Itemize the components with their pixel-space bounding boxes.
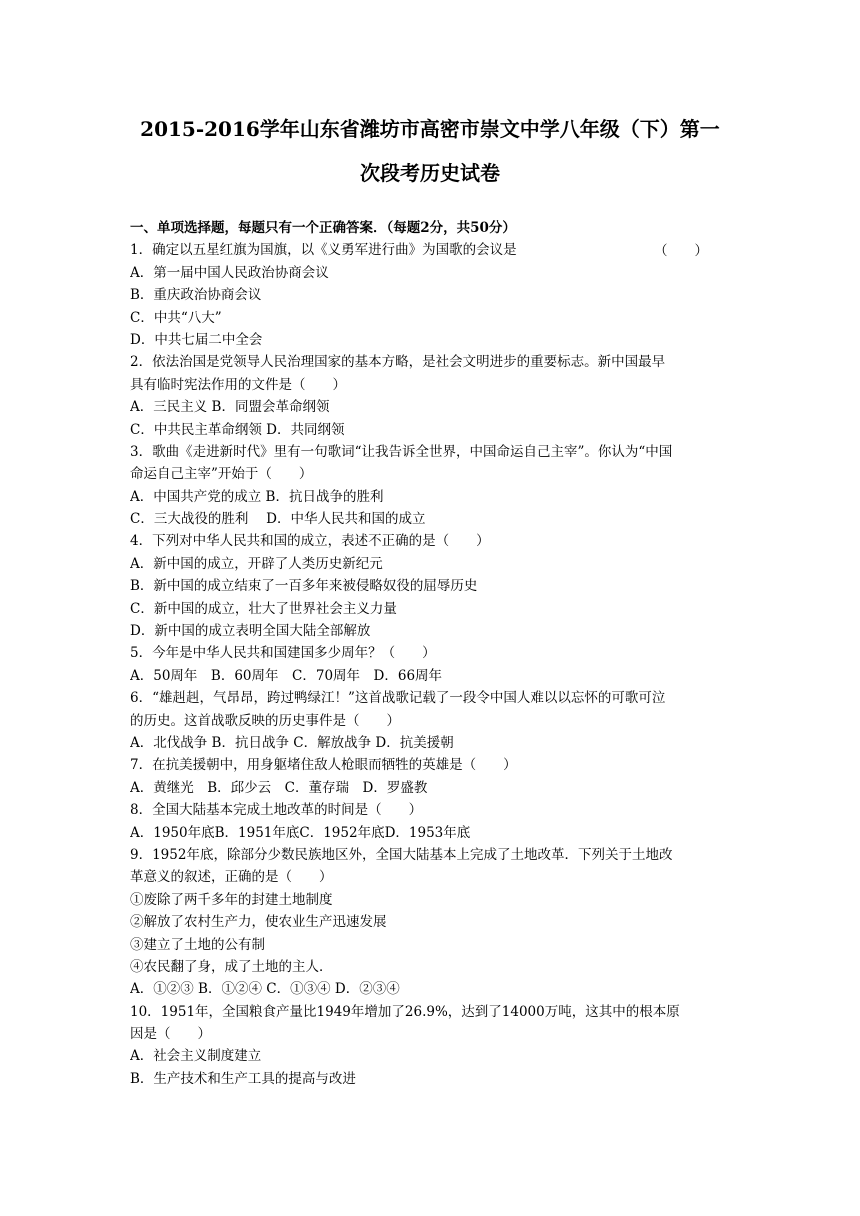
answer-option: A．50周年 B．60周年 C．70周年 D．66周年 [130, 667, 443, 684]
answer-option: C．新中国的成立，壮大了世界社会主义力量 [130, 600, 397, 617]
section-heading: 一、单项选择题，每题只有一个正确答案．（每题2分，共50分） [130, 220, 516, 236]
answer-option: A．第一届中国人民政治协商会议 [130, 264, 329, 281]
question-line: 5．今年是中华人民共和国建国多少周年？（ ） [130, 645, 436, 662]
answer-option: D．中共七届二中全会 [130, 331, 263, 348]
question-line: 6．“雄赳赳，气昂昂，跨过鸭绿江！”这首战歌记载了一段令中国人难以以忘怀的可歌可泣 [130, 690, 666, 707]
question-line: 9．1952年底，除部分少数民族地区外，全国大陆基本上完成了土地改革．下列关于土地改 [130, 846, 673, 863]
answer-option: D．新中国的成立表明全国大陆全部解放 [130, 623, 371, 640]
question-line: 4．下列对中华人民共和国的成立，表述不正确的是（ ） [130, 533, 490, 550]
answer-option: C．中共民主革命纲领 D．共同纲领 [130, 421, 345, 438]
question-line: 1．确定以五星红旗为国旗，以《义勇军进行曲》为国歌的会议是 [130, 242, 517, 259]
answer-option: B．新中国的成立结束了一百多年来被侵略奴役的屈辱历史 [130, 578, 478, 595]
exam-content [130, 217, 740, 1090]
statement-item: ④农民翻了身，成了土地的主人． [130, 958, 333, 975]
statement-item: ①废除了两千多年的封建土地制度 [130, 891, 333, 908]
answer-option: A．1950年底B．1951年底C．1952年底D．1953年底 [130, 824, 471, 841]
exam-title-line-2: 次段考历史试卷 [360, 161, 500, 185]
answer-option: A．①②③ B．①②④ C．①③④ D．②③④ [130, 981, 400, 998]
statement-item: ②解放了农村生产力，使农业生产迅速发展 [130, 914, 387, 931]
question-line: 10．1951年，全国粮食产量比1949年增加了26.9%，达到了14000万吨，这其中的根本原 [130, 1003, 680, 1020]
question-line: 命运自己主宰”开始于（ ） [130, 466, 313, 483]
question-line: 2．依法治国是党领导人民治理国家的基本方略，是社会文明进步的重要标志。新中国最早 [130, 354, 666, 371]
question-line: 8．全国大陆基本完成土地改革的时间是（ ） [130, 802, 423, 819]
question-line: 7．在抗美援朝中，用身躯堵住敌人枪眼而牺牲的英雄是（ ） [130, 757, 517, 774]
exam-title-line-1: 2015-2016学年山东省潍坊市高密市崇文中学八年级（下）第一 [140, 117, 720, 141]
question-line: 3．歌曲《走进新时代》里有一句歌词“让我告诉全世界，中国命运自己主宰”。你认为“中国 [130, 443, 673, 460]
question-line: 的历史。这首战歌反映的历史事件是（ ） [130, 712, 400, 729]
statement-item: ③建立了土地的公有制 [130, 936, 265, 953]
answer-option: A．黄继光 B．邱少云 C．董存瑞 D．罗盛教 [130, 779, 428, 796]
answer-option: A．北伐战争 B．抗日战争 C．解放战争 D．抗美援朝 [130, 734, 454, 751]
answer-option: B．重庆政治协商会议 [130, 287, 262, 304]
answer-option: A．新中国的成立，开辟了人类历史新纪元 [130, 555, 383, 572]
answer-option: A．社会主义制度建立 [130, 1048, 262, 1065]
answer-option: A．三民主义 B．同盟会革命纲领 [130, 399, 330, 416]
answer-option: C．中共“八大” [130, 309, 222, 326]
answer-option: A．中国共产党的成立 B．抗日战争的胜利 [130, 488, 384, 505]
answer-bracket: （ ） [654, 243, 708, 259]
question-line: 革意义的叙述，正确的是（ ） [130, 869, 333, 886]
question-line: 具有临时宪法作用的文件是（ ） [130, 376, 346, 393]
answer-option: B．生产技术和生产工具的提高与改进 [130, 1070, 356, 1087]
answer-option: C．三大战役的胜利 D．中华人民共和国的成立 [130, 511, 426, 528]
question-line: 因是（ ） [130, 1026, 211, 1043]
